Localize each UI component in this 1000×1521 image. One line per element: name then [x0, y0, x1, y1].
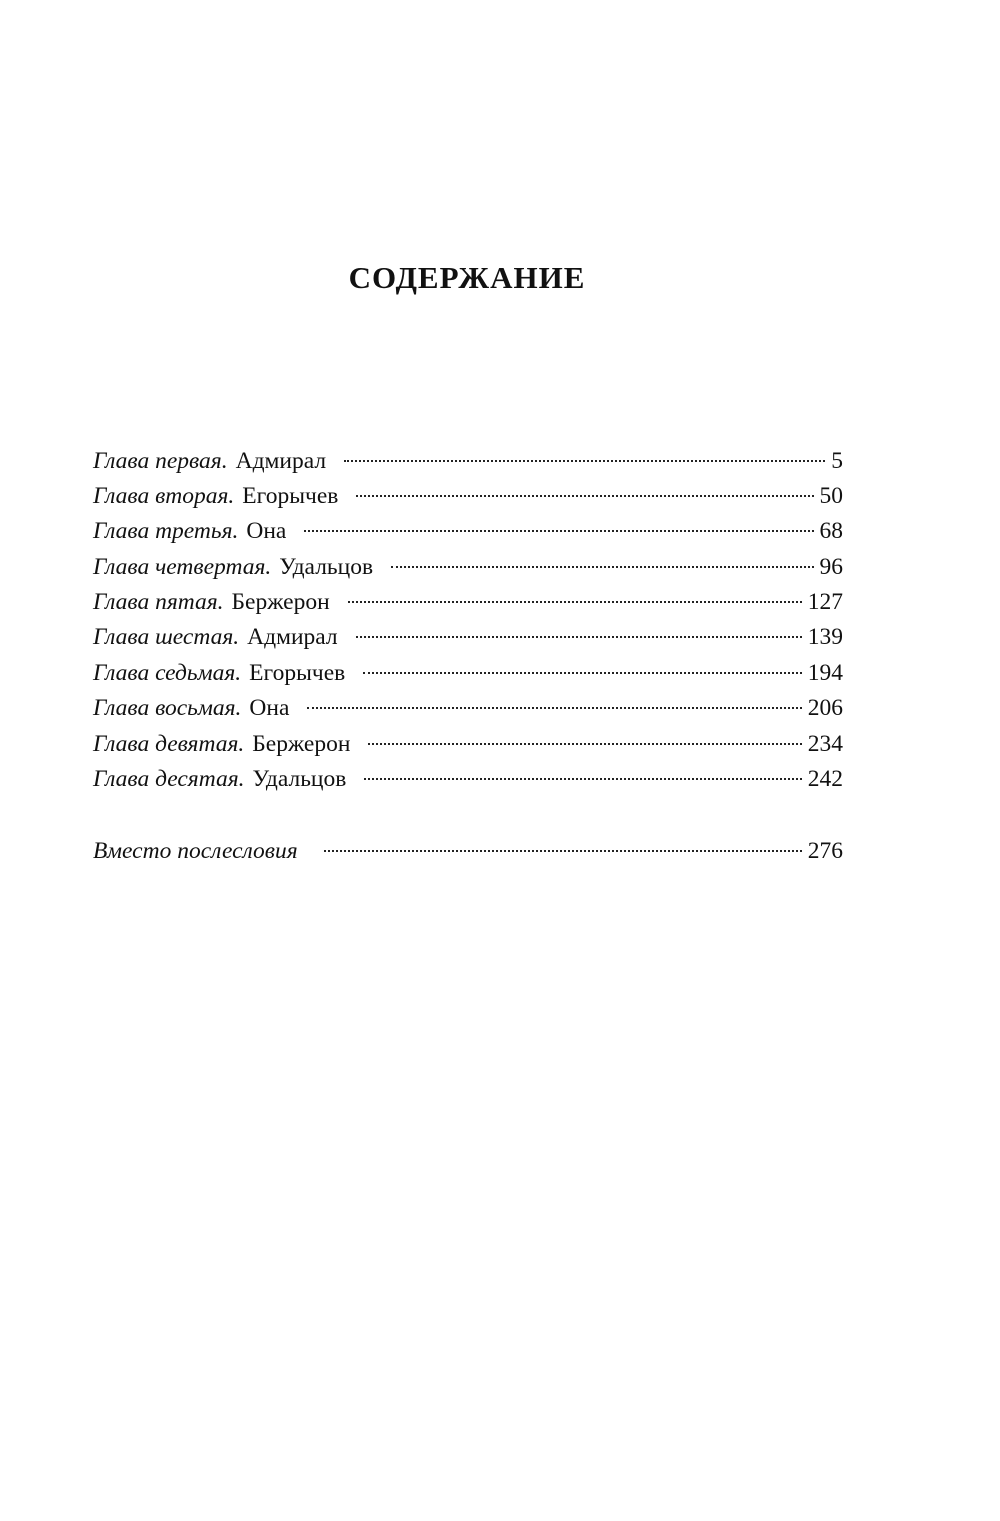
toc-entry-3 [93, 514, 843, 548]
chapter-number: Глава десятая. [93, 766, 245, 792]
page-number: 234 [807, 731, 843, 757]
chapter-title: Егорычев [242, 483, 339, 509]
chapter-number: Глава седьмая. [93, 660, 242, 686]
toc-entry-2 [93, 479, 843, 513]
chapter-title: Адмирал [235, 448, 327, 474]
chapter-number: Глава шестая. [93, 624, 240, 650]
page-title: СОДЕРЖАНИЕ [348, 260, 586, 295]
toc-entry-1 [93, 444, 843, 478]
chapter-title: Бержерон [252, 731, 351, 757]
toc-entry-8 [93, 691, 843, 725]
chapter-title: Егорычев [249, 660, 346, 686]
dot-leader [364, 778, 801, 780]
dot-leader [368, 743, 801, 745]
chapter-title: Она [246, 518, 287, 544]
chapter-number: Глава восьмая. [93, 695, 242, 721]
chapter-title: Адмирал [247, 624, 338, 650]
page-number: 139 [807, 624, 843, 650]
toc-entry-afterword [93, 834, 843, 868]
dot-leader [356, 495, 813, 497]
chapter-number: Глава четвертая. [93, 554, 272, 580]
chapter-number: Глава первая. [93, 448, 228, 474]
dot-leader [356, 636, 802, 638]
page-number: 206 [807, 695, 843, 721]
dot-leader [324, 850, 802, 852]
chapter-title: Удальцов [279, 554, 374, 580]
page-number: 96 [819, 554, 843, 580]
chapter-number: Глава третья. [93, 518, 239, 544]
chapter-title: Удальцов [252, 766, 347, 792]
toc-entry-4 [93, 550, 843, 584]
chapter-number: Глава пятая. [93, 589, 224, 615]
chapter-title: Бержерон [231, 589, 330, 615]
page-number: 276 [807, 838, 843, 864]
toc-entry-5 [93, 585, 843, 619]
chapter-number: Глава вторая. [93, 483, 235, 509]
page-number: 5 [831, 448, 843, 474]
page-number: 242 [807, 766, 843, 792]
dot-leader [344, 460, 825, 462]
dot-leader [307, 707, 801, 709]
toc-entry-7 [93, 656, 843, 690]
chapter-number: Глава девятая. [93, 731, 245, 757]
page-number: 50 [819, 483, 843, 509]
dot-leader [363, 672, 802, 674]
dot-leader [348, 601, 802, 603]
toc-entry-10 [93, 762, 843, 796]
afterword-title: Вместо послесловия [93, 838, 298, 864]
toc-entry-6 [93, 620, 843, 654]
page-number: 68 [819, 518, 843, 544]
dot-leader [304, 530, 813, 532]
dot-leader [391, 566, 813, 568]
page-number: 194 [807, 660, 843, 686]
chapter-title: Она [249, 695, 290, 721]
toc-entry-9 [93, 727, 843, 761]
page-number: 127 [807, 589, 843, 615]
